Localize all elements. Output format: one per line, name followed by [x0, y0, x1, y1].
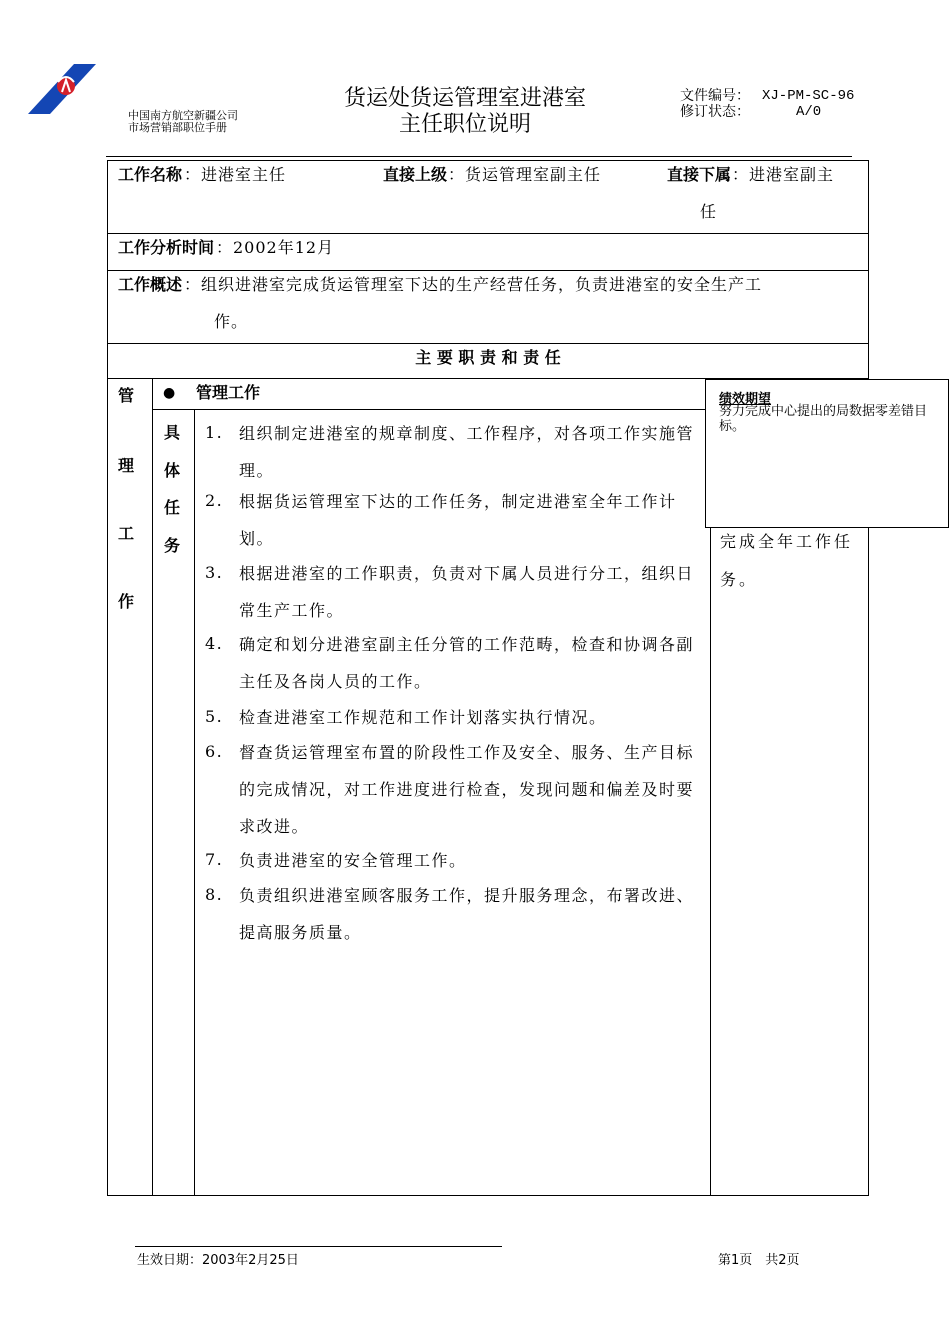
row-divider	[153, 409, 710, 410]
task-number: 4.	[205, 634, 224, 653]
subordinate-label: 直接下属	[667, 165, 732, 184]
task-label-char: 任	[164, 498, 184, 517]
overview-value-cont: 作。	[214, 312, 249, 331]
performance-text-line-1: 完成全年工作任	[720, 532, 854, 551]
overview-value: ：组织进港室完成货运管理室下达的生产经营任务，负责进港室的安全生产工	[184, 275, 763, 294]
performance-comment-popup[interactable]	[705, 379, 949, 528]
job-name-label: 工作名称	[118, 165, 183, 184]
job-name-value: ：进港室主任	[184, 165, 287, 184]
subordinate-value: ：进港室副主	[732, 165, 835, 184]
task-number: 2.	[205, 491, 224, 510]
category-char: 工	[118, 524, 138, 543]
company-logo	[28, 64, 96, 114]
category-char: 理	[118, 456, 138, 475]
bullet-icon: ●	[163, 385, 176, 401]
task-text: 负责组织进港室顾客服务工作，提升服务理念，布署改进、提高服务质量。	[239, 886, 695, 942]
row-divider	[108, 270, 868, 271]
category-char: 作	[118, 592, 138, 611]
task-text: 督查货运管理室布置的阶段性工作及安全、服务、生产目标的完成情况，对工作进度进行检查，发现问题和偏差及时要求改进。	[239, 743, 695, 836]
task-label-char: 具	[164, 423, 184, 442]
company-line-1: 中国南方航空新疆公司	[128, 109, 238, 122]
page-title	[300, 86, 630, 138]
subordinate-value-cont: 任	[700, 202, 718, 221]
document-meta	[680, 88, 854, 120]
task-text: 根据进港室的工作职责，负责对下属人员进行分工，组织日常生产工作。	[239, 564, 695, 620]
task-text: 检查进港室工作规范和工作计划落实执行情况。	[239, 708, 607, 727]
task-text: 组织制定进港室的规章制度、工作程序，对各项工作实施管理。	[239, 424, 695, 480]
task-text: 负责进港室的安全管理工作。	[239, 851, 467, 870]
task-number: 5.	[205, 707, 224, 726]
doc-number-value: XJ-PM-SC-96	[762, 88, 855, 104]
doc-number-label: 文件编号：	[680, 88, 750, 104]
col-divider	[194, 409, 195, 1196]
company-name	[128, 110, 238, 134]
page-number: 第1页 共2页	[718, 1253, 800, 1268]
revision-label: 修订状态：	[680, 104, 750, 120]
performance-text-line-2: 务。	[720, 570, 759, 589]
company-line-2: 市场营销部职位手册	[128, 121, 227, 134]
task-text: 确定和划分进港室副主任分管的工作范畴，检查和协调各副主任及各岗人员的工作。	[239, 635, 695, 691]
footer-divider	[135, 1246, 502, 1247]
task-number: 1.	[205, 423, 224, 442]
popup-body: 努力完成中心提出的局数据零差错目标。	[719, 404, 928, 434]
subcategory-title: 管理工作	[196, 383, 261, 402]
effective-date: 生效日期：2003年2月25日	[137, 1253, 299, 1268]
task-number: 3.	[205, 563, 224, 582]
col-divider	[152, 378, 153, 1196]
task-label-char: 务	[164, 536, 184, 555]
section-title: 主 要 职 责 和 责 任	[415, 348, 561, 367]
analysis-time-value: ：2002年12月	[216, 238, 335, 257]
task-number: 8.	[205, 885, 224, 904]
task-number: 7.	[205, 850, 224, 869]
header-divider	[106, 156, 852, 157]
superior-value: ：货运管理室副主任	[448, 165, 602, 184]
revision-value: A/0	[796, 104, 822, 120]
popup-heading: 绩效期望	[719, 392, 772, 407]
job-description-table	[107, 160, 869, 1196]
analysis-time-label: 工作分析时间	[118, 238, 215, 257]
row-divider	[108, 233, 868, 234]
task-number: 6.	[205, 742, 224, 761]
title-line-1: 货运处货运管理室进港室	[343, 86, 586, 111]
row-divider	[108, 343, 868, 344]
category-char: 管	[118, 386, 138, 405]
overview-label: 工作概述	[118, 275, 183, 294]
superior-label: 直接上级	[383, 165, 448, 184]
task-text: 根据货运管理室下达的工作任务，制定进港室全年工作计划。	[239, 492, 677, 548]
task-label-char: 体	[164, 461, 184, 480]
title-line-2: 主任职位说明	[398, 112, 531, 137]
